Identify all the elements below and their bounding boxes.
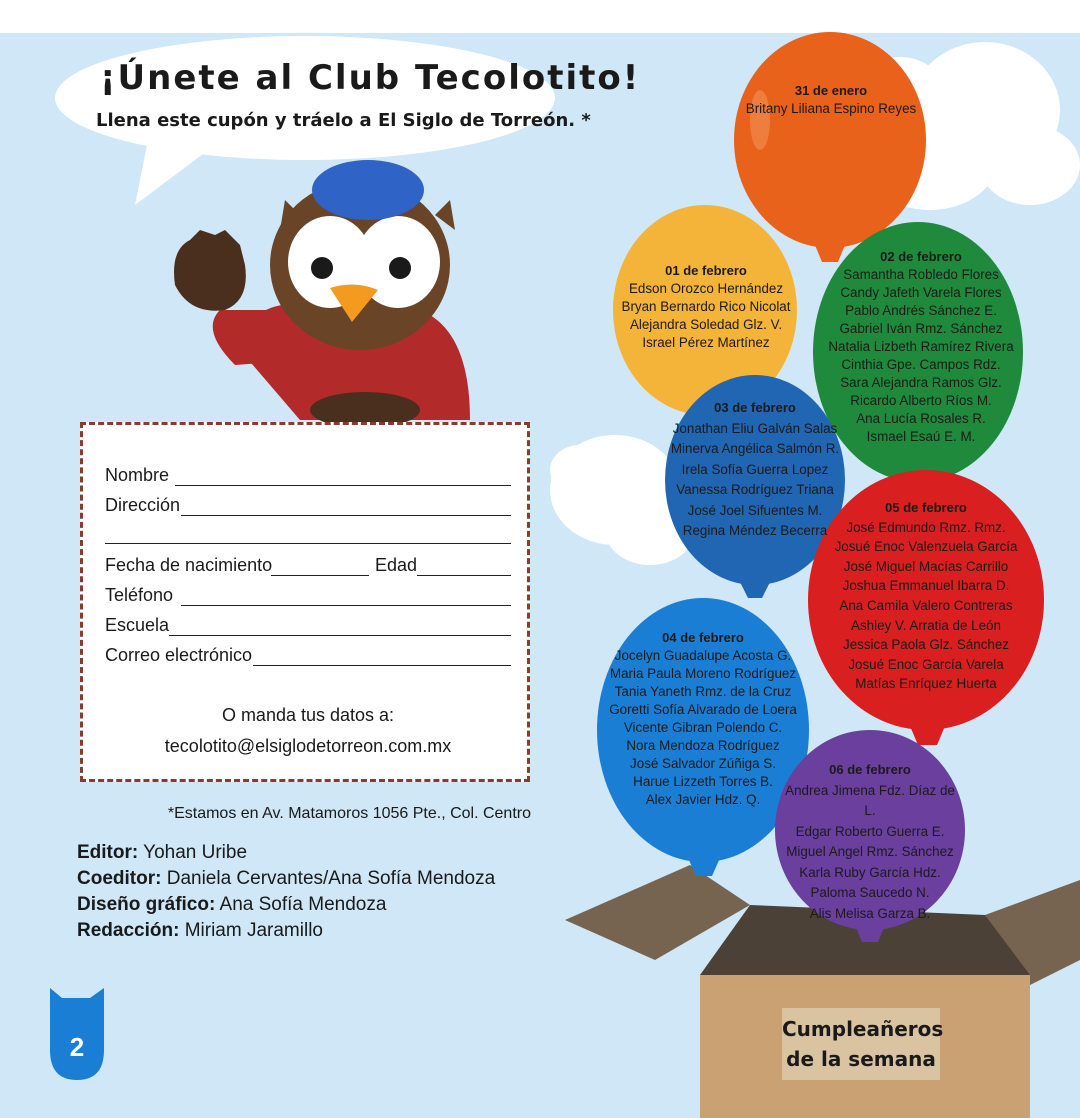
- phone-field[interactable]: [181, 605, 511, 606]
- page-number: 2: [69, 1032, 85, 1062]
- balloon-text-01-febrero: 01 de febrero Edson Orozco Hernández Bryan Bernardo Rico Nicolat Alejandra Soledad Glz. V. Israel Pérez Martínez: [621, 263, 791, 350]
- credits: [77, 840, 495, 944]
- age-label: Edad: [375, 555, 418, 575]
- name-label: Nombre: [105, 465, 170, 485]
- page-title: ¡Únete al Club Tecolotito!: [100, 58, 641, 98]
- school-label: Escuela: [105, 615, 170, 635]
- age-field[interactable]: [417, 575, 511, 576]
- balloon-name: Britany Liliana Espino Reyes: [745, 101, 917, 116]
- send-data-email[interactable]: tecolotito@elsiglodetorreon.com.mx: [164, 736, 452, 756]
- send-data-label: O manda tus datos a:: [221, 705, 395, 725]
- balloon-text-06-febrero: 06 de febrero Andrea Jimena Fdz. Díaz de L. Edgar Roberto Guerra E. Miguel Angel Rmz. Sánchez Karla Ruby García Hdz. Paloma Saucedo N. Alis Melisa Garza B.: [785, 762, 955, 921]
- email-field[interactable]: [253, 665, 511, 666]
- birthdate-label: Fecha de nacimiento: [105, 555, 273, 575]
- email-label: Correo electrónico: [105, 645, 253, 665]
- coupon-form: [80, 422, 530, 782]
- page-subtitle: Llena este cupón y tráelo a El Siglo de Torreón. *: [96, 110, 591, 131]
- address-field-line2[interactable]: [105, 543, 511, 544]
- balloon-text-05-febrero: 05 de febrero José Edmundo Rmz. Rmz. Josué Enoc Valenzuela García José Miguel Macías Carrillo Joshua Emmanuel Ibarra D. Ana Camila Valero Contreras Ashley V. Arratia de León Jessica Paola Glz. Sánchez Josué Enoc García Varela Matías Enríquez Huerta: [834, 500, 1018, 692]
- address-field[interactable]: [181, 515, 511, 516]
- balloon-date: 31 de enero: [794, 83, 868, 98]
- school-field[interactable]: [169, 635, 511, 636]
- balloon-text-02-febrero: 02 de febrero Samantha Robledo Flores Candy Jafeth Varela Flores Pablo Andrés Sánchez E. Gabriel Iván Rmz. Sánchez Natalia Lizbeth Ramírez Rivera Cinthia Gpe. Campos Rdz. Sara Alejandra Ramos Glz. Ricardo Alberto Ríos M. Ana Lucía Rosales R. Ismael Esaú E. M.: [828, 249, 1014, 444]
- birthdays-sign: Cumpleañeros de la semana: [782, 1008, 940, 1080]
- credit-coeditor: Coeditor: Daniela Cervantes/Ana Sofía Mendoza: [77, 868, 496, 889]
- balloon-text-31-enero: [740, 82, 922, 118]
- address-note: *Estamos en Av. Matamoros 1056 Pte., Col. Centro: [167, 805, 531, 822]
- credit-writing: Redacción: Miriam Jaramillo: [77, 920, 323, 941]
- credit-editor: Editor: Yohan Uribe: [77, 842, 248, 863]
- credit-design: Diseño gráfico: Ana Sofía Mendoza: [77, 894, 387, 915]
- owl-mascot: [174, 160, 470, 428]
- birthdate-field[interactable]: [271, 575, 369, 576]
- balloon-text-03-febrero: 03 de febrero Jonathan Eliu Galván Salas Minerva Angélica Salmón R. Irela Sofía Guerra Lopez Vanessa Rodríguez Triana José Joel Sifuentes M. Regina Méndez Becerra: [670, 400, 840, 538]
- name-field[interactable]: [175, 485, 511, 486]
- balloon-text-04-febrero: 04 de febrero Jocelyn Guadalupe Acosta G. Maria Paula Moreno Rodríguez Tania Yaneth Rmz. de la Cruz Goretti Sofía Alvarado de Loera Vicente Gibran Polendo C. Nora Mendoza Rodríguez José Salvador Zúñiga S. Harue Lizzeth Torres B. Alex Javier Hdz. Q.: [609, 630, 797, 807]
- address-label: Dirección: [105, 495, 181, 515]
- phone-label: Teléfono: [105, 585, 174, 605]
